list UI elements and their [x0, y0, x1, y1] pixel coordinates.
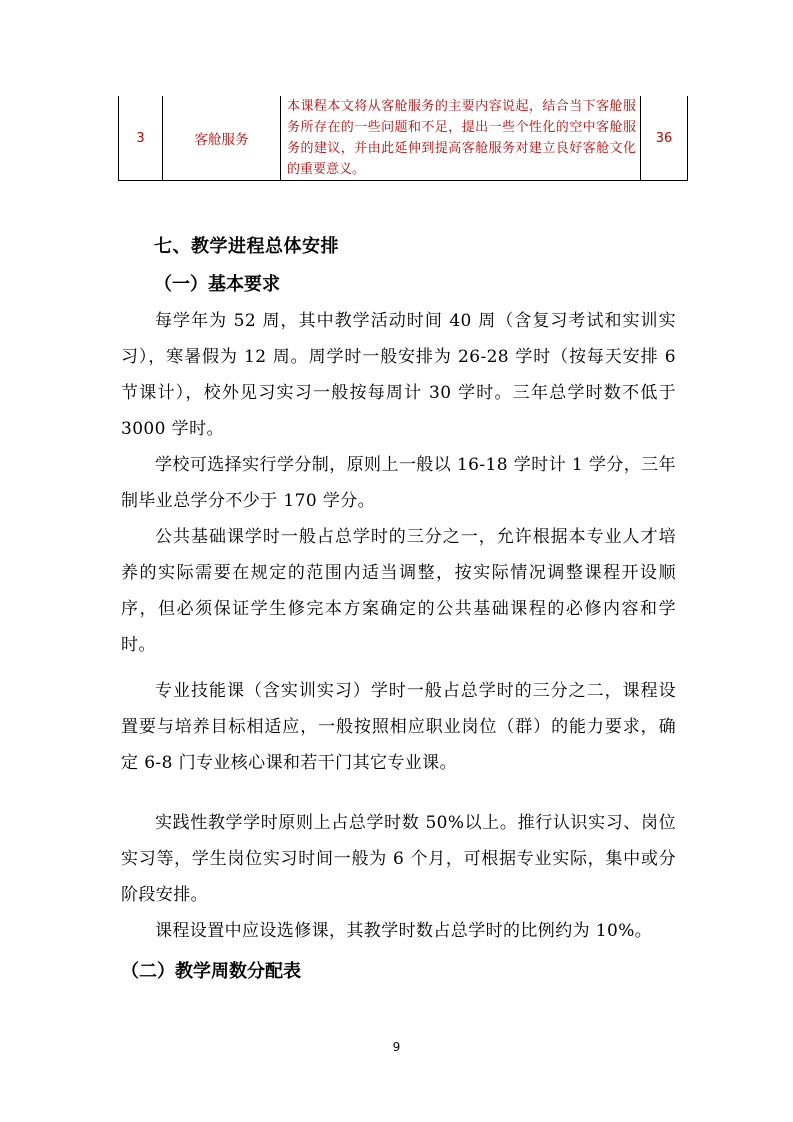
paragraph-weeks: 每学年为 52 周，其中教学活动时间 40 周（含复习考试和实训实习），寒暑假为 12 周。周学时一般安排为 26-28 学时（按每天安排 6 节课计），校外见习实习一般按每周计 30 学时。三年总学时数不低于 3000 学时。 — [121, 311, 676, 439]
course-hours: 36 — [641, 96, 688, 181]
paragraph-public-courses: 公共基础课学时一般占总学时的三分之一，允许根据本专业人才培养的实际需要在规定的范围内适当调整，按实际情况调整课程开设顺序，但必须保证学生修完本方案确定的公共基础课程的必修内容和学时。 — [121, 527, 676, 655]
subsection-title-basic-requirements: （一）基本要求 — [154, 274, 280, 295]
paragraph-practice: 实践性教学学时原则上占总学时数 50%以上。推行认识实习、岗位实习等，学生岗位实习时间一般为 6 个月，可根据专业实际，集中或分阶段安排。 — [121, 813, 676, 905]
section-title: 七、教学进程总体安排 — [154, 236, 339, 257]
course-table — [118, 96, 688, 181]
paragraph-electives: 课程设置中应设选修课，其教学时数占总学时的比例约为 10%。 — [155, 921, 653, 941]
course-description: 本课程本文将从客舱服务的主要内容说起，结合当下客舱服务所存在的一些问题和不足，提出一些个性化的空中客舱服务的建议，并由此延伸到提高客舱服务对建立良好客舱文化的重要意义。 — [281, 96, 641, 181]
page-number: 9 — [392, 1040, 401, 1054]
table-row — [119, 96, 688, 181]
subsection-title-weeks-table: （二）教学周数分配表 — [121, 961, 301, 982]
paragraph-professional-courses: 专业技能课（含实训实习）学时一般占总学时的三分之二，课程设置要与培养目标相适应，一般按照相应职业岗位（群）的能力要求，确定 6-8 门专业核心课和若干门其它专业课。 — [121, 681, 676, 773]
course-number: 3 — [119, 96, 163, 181]
paragraph-credits: 学校可选择实行学分制，原则上一般以 16-18 学时计 1 学分，三年制毕业总学分不少于 170 学分。 — [121, 455, 676, 511]
course-name: 客舱服务 — [163, 96, 281, 181]
